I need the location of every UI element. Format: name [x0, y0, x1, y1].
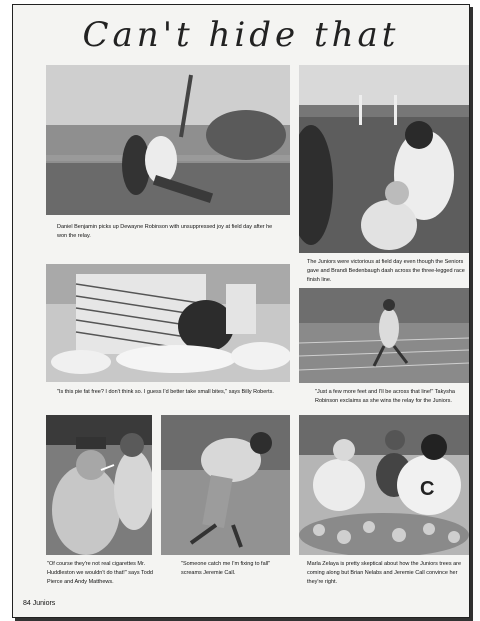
- caption-pie: "Is this pie fat free? I don't think so. I guess I'd better take small bites," says Billy Roberts.: [57, 389, 274, 395]
- page-title: Can't hide that: [82, 15, 400, 55]
- svg-text:C: C: [420, 478, 435, 500]
- photo-cigarettes: [46, 415, 152, 555]
- caption-skeptical: Marla Zelaya is pretty skeptical about how the Juniors trees are coming along but Brian Nelabs and Jeremie Call convince her they're right.: [307, 561, 462, 585]
- caption-track: "Just a few more feet and I'll be across that line!" Takysha Robinson exclaims as she wins the relay for the Juniors.: [315, 389, 455, 404]
- caption-fall: "Someone catch me I'm fixing to fall" screams Jeremie Call.: [181, 561, 271, 576]
- yearbook-page: [12, 4, 470, 618]
- page-folio: 84 Juniors: [23, 600, 56, 607]
- photo-field-day: [46, 65, 290, 215]
- caption-cigarettes: "Of course they're not real cigarettes Mr. Huddleston we wouldn't do that!" says Todd Pierce and Andy Matthews.: [47, 561, 153, 585]
- photo-relay: [299, 65, 469, 253]
- caption-relay: The Juniors were victorious at field day even though the Seniors gave and Brandi Bedenbaugh dash across the three-legged race finish line.: [307, 259, 465, 283]
- photo-skeptical: [299, 415, 469, 555]
- photo-track: [299, 288, 469, 383]
- caption-field-day: Daniel Benjamin picks up Dewayne Robinson with unsuppressed joy at field day after he won the relay.: [57, 224, 273, 239]
- photo-fall: [161, 415, 290, 555]
- photo-pie: [46, 264, 290, 382]
